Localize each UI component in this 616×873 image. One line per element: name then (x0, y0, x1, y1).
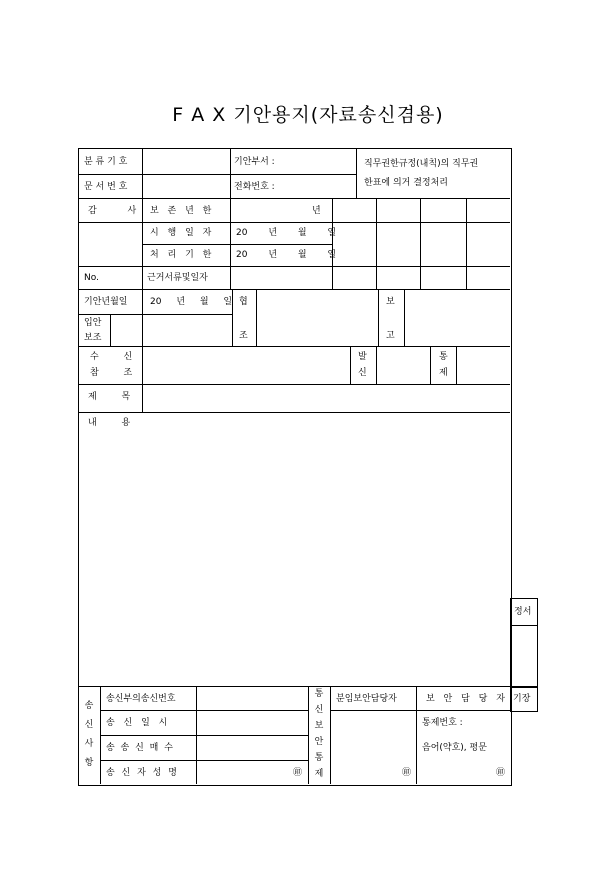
control-label-1: 통 (439, 352, 448, 362)
division-officer-seal: ㊞ (402, 768, 412, 778)
report-label-1: 보 (386, 297, 395, 307)
seal-assist-label-2: 보조 (84, 333, 102, 343)
no-label: No. (84, 273, 99, 283)
division-officer-label: 분임보안담당자 (336, 694, 397, 704)
content-label: 내 용 (88, 418, 131, 428)
authority-note-line1: 직무권한규정(내칙)의 직무권 (364, 159, 479, 169)
report-label-2: 고 (386, 331, 395, 341)
cooperation-label-2: 조 (239, 331, 248, 341)
audit-label: 감 사 (88, 206, 137, 216)
seal-assist-label-1: 입안 (84, 318, 102, 328)
draft-dept-label: 기안부서 : (234, 157, 275, 167)
control-label-2: 제 (439, 368, 448, 378)
cooperation-label-1: 협 (239, 297, 248, 307)
transmission-section-char-3: 사 (84, 739, 94, 749)
security-officer-seal: ㊞ (496, 768, 506, 778)
control-security-char-5: 통 (314, 753, 324, 763)
due-date-value: 20 년 월 일 (236, 250, 337, 260)
page-title: F A X 기안용지(자료송신겸용) (172, 104, 444, 126)
recipient-label: 수 신 (90, 352, 133, 362)
doc-class-label: 분 류 기 호 (84, 157, 128, 167)
retention-label: 보 존 년 한 (150, 206, 212, 216)
sender-label-1: 발 (358, 352, 367, 362)
authority-note-line2: 한표에 의거 결정처리 (364, 178, 448, 188)
control-security-char-6: 제 (314, 769, 324, 779)
control-security-char-4: 안 (314, 737, 324, 747)
draft-date-label: 기안년월일 (84, 297, 128, 307)
sender-name-label: 송 신 자 성 명 (106, 768, 177, 778)
subject-label: 제 목 (88, 392, 131, 402)
transmission-section-char-1: 송 (84, 701, 94, 711)
basis-doc-label: 근거서류및일자 (147, 273, 208, 283)
control-security-char-3: 보 (314, 721, 324, 731)
security-officer-label: 보 안 담 당 자 (426, 694, 505, 704)
sender-seal-mark: ㊞ (293, 768, 303, 778)
exec-date-label: 시 행 일 자 (150, 228, 212, 238)
sender-number-label: 송신부의송신번호 (106, 694, 176, 704)
transmission-section-char-4: 항 (84, 758, 94, 768)
clean-copy-label: 정서 (514, 607, 532, 617)
draft-date-value: 20 년 월 일 (150, 297, 233, 307)
doc-number-label: 문 서 번 호 (84, 182, 128, 192)
send-datetime-label: 송 신 일 시 (106, 718, 168, 728)
control-security-char-1: 통 (314, 689, 324, 699)
transmission-section-char-2: 신 (84, 720, 94, 730)
page-count-label: 송 송 신 매 수 (106, 743, 173, 753)
control-number-label: 통제번호 : (422, 718, 463, 728)
cipher-plain-label: 음어(약호), 평문 (422, 743, 487, 753)
sender-label-2: 신 (358, 368, 367, 378)
retention-year-unit: 년 (312, 206, 321, 216)
reference-label: 참 조 (90, 368, 133, 378)
chief-label: 기장 (513, 694, 531, 704)
exec-date-value: 20 년 월 일 (236, 228, 337, 238)
due-date-label: 처 리 기 한 (150, 250, 212, 260)
phone-label: 전화번호 : (234, 182, 275, 192)
control-security-char-2: 신 (314, 705, 324, 715)
